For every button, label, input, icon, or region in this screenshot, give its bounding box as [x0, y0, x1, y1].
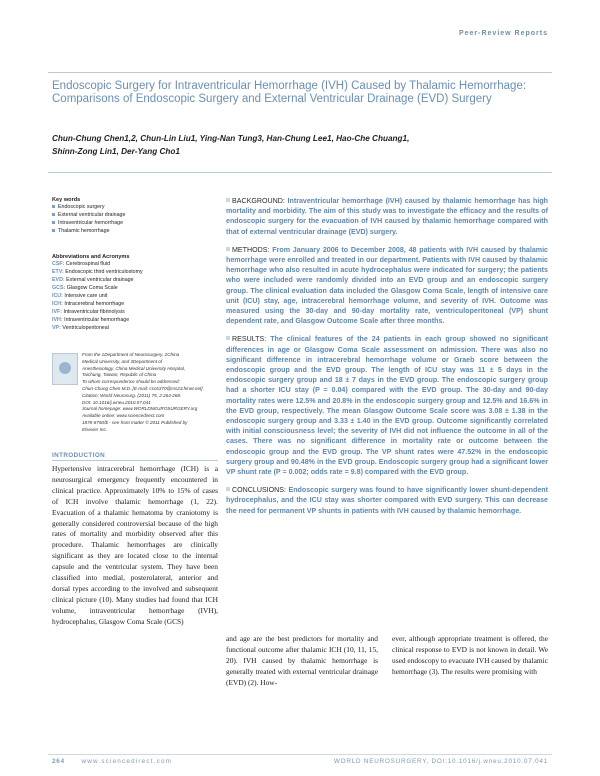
copyright-line: 1878-8750/$ - see front matter © 2011 Published by: [82, 419, 188, 425]
abbreviation-item: ICH: Intracerebral hemorrhage: [52, 301, 125, 307]
authors-line-1: Chun-Chung Chen1,2, Chun-Lin Liu1, Ying-Nan Tung3, Han-Chung Lee1, Hao-Che Chuang1,: [52, 134, 410, 143]
abbreviation-item: ICU: Intensive care unit: [52, 293, 108, 299]
header-divider: [48, 172, 552, 173]
body-column-3: ever, although appropriate treatment is offered, the clinical response to EVD is not known in detail. We used endoscopy to evacuate IVH caused by thalamic hemorrhage (3). The results were promising with: [392, 634, 548, 676]
bullet-square-icon: [52, 205, 55, 208]
page-footer: [52, 758, 548, 765]
body-column-1: Hypertensive intracerebral hemorrhage (ICH) is a neurosurgical emergency frequently encountered in clinical practice. Approximately 10% to 15% of cases of ICH involve thalamic hemorrhage (1, 22). Evacuation of a thalamic hematoma by craniotomy is generally considered controversial because of the high rates of mortality and morbidity observed after this procedure. Thalamic hemorrhages are clinically significant as they are located close to the internal capsule and the ventricular system. They have been classified into medial, posterolateral, anterior and dorsal types according to the involved and subsequent clinical picture (10). Many studies had found that ICH volume, intraventricular hemorrhage (IVH), hydrocephalus, Glasgow Coma Scale (GCS): [52, 464, 218, 626]
introduction-heading: INTRODUCTION: [52, 452, 106, 459]
section-label: Peer-Review Reports: [458, 30, 548, 37]
bullet-square-icon: [226, 247, 230, 251]
bullet-square-icon: [226, 336, 230, 340]
abstract-conclusions: CONCLUSIONS: Endoscopic surgery was found to have significantly lower shunt-dependent hydrocephalus, and the ICU stay was shorter compared with EVD surgery. This can decrease the need for permanent VP shunts in patients with IVH caused by thalamic hemorrhage.: [226, 486, 548, 515]
correspondence-email[interactable]: Chun-Chung Chen M.D. [E-mail: ccc6370@ms23.hinet.net]: [82, 385, 203, 391]
abbreviation-item: GCS: Glasgow Coma Scale: [52, 285, 118, 291]
keywords-heading: Key words: [52, 197, 81, 203]
bullet-square-icon: [226, 198, 230, 202]
footer-journal: WORLD NEUROSURGERY, DOI:10.1016/j.wneu.2010.07.041: [333, 758, 548, 765]
affiliation-line: To whom correspondence should be addressed:: [82, 379, 180, 385]
top-divider: [48, 72, 552, 73]
footer-site-link[interactable]: www.sciencedirect.com: [81, 758, 173, 765]
doi-line: DOI: 10.1016/j.wneu.2010.07.041: [82, 399, 151, 405]
affiliation-block: [82, 352, 220, 434]
abstract-background: BACKGROUND: Intraventricular hemorrhage (IVH) caused by thalamic hemorrhage has high mortality and morbidity. The aim of this study was to investigate the efficacy and the results of endoscopic surgery for the evacuation of IVH caused by thalamic hemorrhage compared with that of external ventricular drainage (EVD) surgery.: [226, 197, 548, 236]
author-list: [52, 132, 482, 158]
page-number: 264: [52, 758, 65, 765]
affiliation-line: Taichung, Taiwan, Republic of China: [82, 372, 157, 378]
bullet-square-icon: [52, 229, 55, 232]
footer-divider: [48, 754, 552, 755]
copyright-line: Elsevier Inc.: [82, 426, 108, 432]
keyword-item: Intraventricular hemorrhage: [52, 219, 212, 227]
affiliation-line: Medical University, and 3Department of: [82, 358, 163, 364]
abbreviation-item: CSF: Cerebrospinal fluid: [52, 261, 111, 267]
journal-homepage-link[interactable]: Journal homepage: www.WORLDNEUROSURGERY.org: [82, 406, 198, 412]
bullet-square-icon: [52, 213, 55, 216]
body-column-2: and age are the best predictors for mortality and functional outcome after thalamic ICH (10, 11, 15, 20). IVH caused by thalamic hemorrhage is generally treated with external ventricular drainage (EVD) (2). How-: [226, 634, 378, 687]
keyword-item: External ventricular drainage: [52, 211, 212, 219]
bullet-square-icon: [226, 487, 230, 491]
affiliation-line: From the 1Department of Neurosurgery, 2China: [82, 352, 180, 357]
abbreviation-item: ETV: Endoscopic third ventriculostomy: [52, 269, 143, 275]
abbreviation-item: IVF: Intraventricular fibrinolysis: [52, 309, 125, 315]
introduction-divider: [52, 460, 218, 461]
bullet-square-icon: [52, 221, 55, 224]
citation-line: Citation: World Neurosurg. (2011) 75, 2:264-268.: [82, 392, 182, 398]
article-title: Endoscopic Surgery for Intraventricular Hemorrhage (IVH) Caused by Thalamic Hemorrhage: Comparisons of Endoscopic Surgery and External Ventricular Drainage (EVD) Surgery: [52, 80, 527, 105]
available-online-link[interactable]: Available online: www.sciencedirect.com: [82, 413, 165, 419]
abbreviation-item: IVH: Intraventricular hemorrhage: [52, 317, 130, 323]
abbreviation-item: EVD: External ventricular drainage: [52, 277, 134, 283]
journal-logo-icon: [52, 353, 78, 385]
authors-line-2: Shinn-Zong Lin1, Der-Yang Cho1: [52, 147, 180, 156]
abstract-results: RESULTS: The clinical features of the 24 patients in each group showed no significant differences in age or Glasgow Coma Scale assessment on admission. There was also no significant difference in intracerebral hemorrhage volume or Graeb score between the endoscopic group and the EVD group. The length of ICU stay was 11 ± 5 days in the endoscopic surgery group and 18 ± 7 days in the EVD group. The endoscopic surgery group had a shorter ICU stay (P = 0.04) compared with the EVD group. The 30-day and 90-day mortality rates were 12.5% and 20.8% in the endoscopic surgery group and 12.5% and 16.6% in the EVD group, respectively. The mean Glasgow Outcome Scale score was 3.08 ± 1.38 in the endoscopic surgery group and 3.33 ± 1.40 in the EVD group. Outcome significantly correlated with initial consciousness level; the severity of IVH did not influence the outcome in all of the cases. There was no significant difference in mortality rate or outcome between the endoscopic group and the EVD group. The VP shunt rates were 47.52% in the endoscopic surgery group and 90.48% in the EVD group. Endoscopic surgery group had a significant lower VP shunt rate (P = 0.002; odds rate = 9.8) compared with the EVD group.: [226, 335, 548, 477]
abbreviations-box: [52, 254, 212, 332]
keyword-item: Endoscopic surgery: [52, 203, 212, 211]
affiliation-line: Anesthesiology, China Medical University Hospital,: [82, 365, 186, 371]
abbreviations-heading: Abbreviations and Acronyms: [52, 254, 130, 260]
keywords-box: [52, 197, 212, 235]
abstract-methods: METHODS: From January 2006 to December 2008, 48 patients with IVH caused by thalamic hemorrhage were enrolled and treated in our department. Patients with IVH caused by thalamic hemorrhage who also resulted in acute hydrocephalus were indicated for surgery; the patients who were included were randomly divided into an EVD group and an endoscopic surgery group. The clinical evaluation data included the Glasgow Coma Scale, length of intensive care unit (ICU) stay, age, intracerebral hemorrhage volume, and severity of IVH. Outcome was measured using the 30-day and 90-day mortality rate, ventriculoperitoneal (VP) shunt dependent rate, and Glasgow Outcome Scale after three months.: [226, 245, 548, 326]
abbreviation-item: VP: Ventriculoperitoneal: [52, 325, 109, 331]
abstract: [226, 196, 548, 524]
keyword-item: Thalamic hemorrhage: [52, 227, 212, 235]
